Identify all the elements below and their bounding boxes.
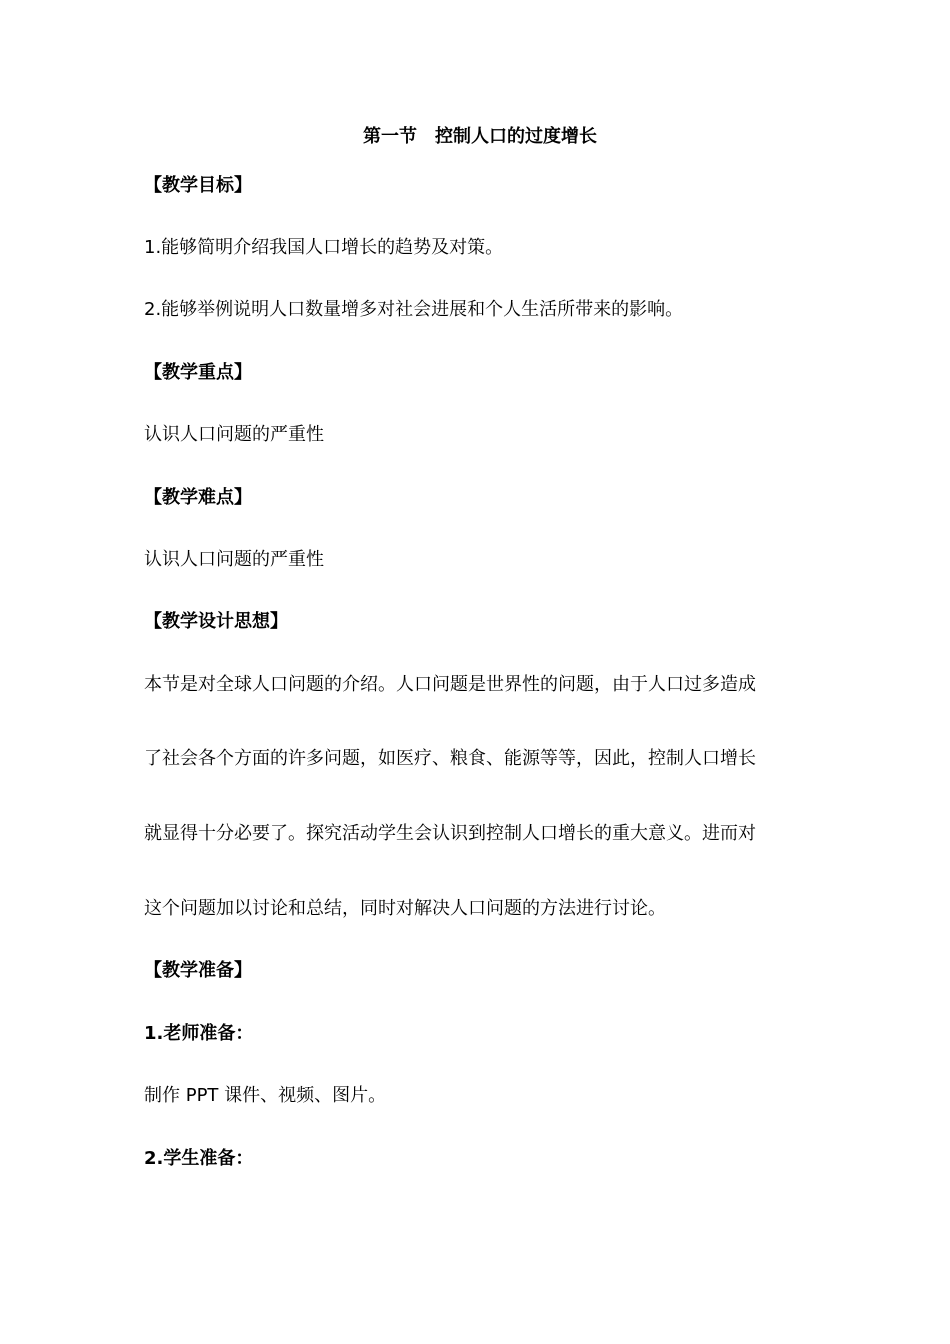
design-paragraph-line-2: 了社会各个方面的许多问题，如医疗、粮食、能源等等，因此，控制人口增长: [144, 748, 756, 769]
key-points-heading: 【教学重点】: [144, 362, 252, 383]
difficulties-heading: 【教学难点】: [144, 487, 252, 508]
objective-item-2: 2.能够举例说明人口数量增多对社会进展和个人生活所带来的影响。: [144, 299, 684, 320]
objectives-heading: 【教学目标】: [144, 175, 252, 196]
design-paragraph-line-1: 本节是对全球人口问题的介绍。人口问题是世界性的问题，由于人口过多造成: [144, 674, 756, 695]
teacher-prep-text: 制作 PPT 课件、视频、图片。: [144, 1085, 387, 1106]
key-points-text: 认识人口问题的严重性: [144, 424, 324, 445]
preparation-heading: 【教学准备】: [144, 960, 252, 981]
objective-item-1: 1.能够简明介绍我国人口增长的趋势及对策。: [144, 237, 504, 258]
design-paragraph-line-4: 这个问题加以讨论和总结，同时对解决人口问题的方法进行讨论。: [144, 898, 666, 919]
difficulties-text: 认识人口问题的严重性: [144, 549, 324, 570]
design-heading: 【教学设计思想】: [144, 611, 288, 632]
design-paragraph-line-3: 就显得十分必要了。探究活动学生会认识到控制人口增长的重大意义。进而对: [144, 823, 756, 844]
page-title: 第一节 控制人口的过度增长: [363, 126, 597, 147]
teacher-prep-heading: 1.老师准备：: [144, 1023, 254, 1044]
student-prep-heading: 2.学生准备：: [144, 1148, 254, 1169]
